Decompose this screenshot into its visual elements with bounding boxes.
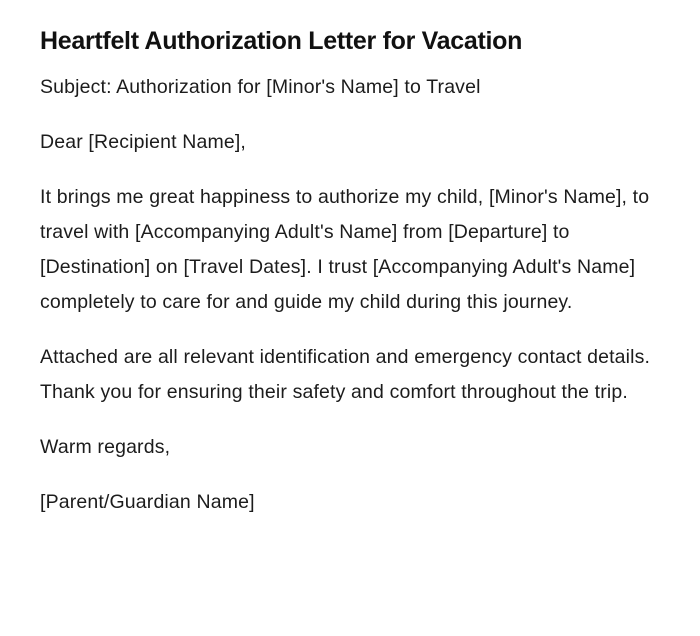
letter-body-paragraph-2: Attached are all relevant identification and emergency contact details. Thank you for ensuring their safety and comfort throughout the trip. — [40, 346, 651, 403]
letter-closing: Warm regards, — [40, 436, 171, 458]
letter-body-paragraph-1: It brings me great happiness to authorize my child, [Minor's Name], to travel with [Accompanying Adult's Name] from [Departure] to [Destination] on [Travel Dates]. I trust [Accompanying Adult's Name] completely to care for and guide my child during this journey. — [40, 186, 650, 313]
letter-title: Heartfelt Authorization Letter for Vacation — [40, 27, 523, 55]
letter-signature: [Parent/Guardian Name] — [40, 491, 255, 513]
letter-salutation: Dear [Recipient Name], — [40, 131, 246, 153]
letter-subject: Subject: Authorization for [Minor's Name] to Travel — [40, 76, 481, 98]
